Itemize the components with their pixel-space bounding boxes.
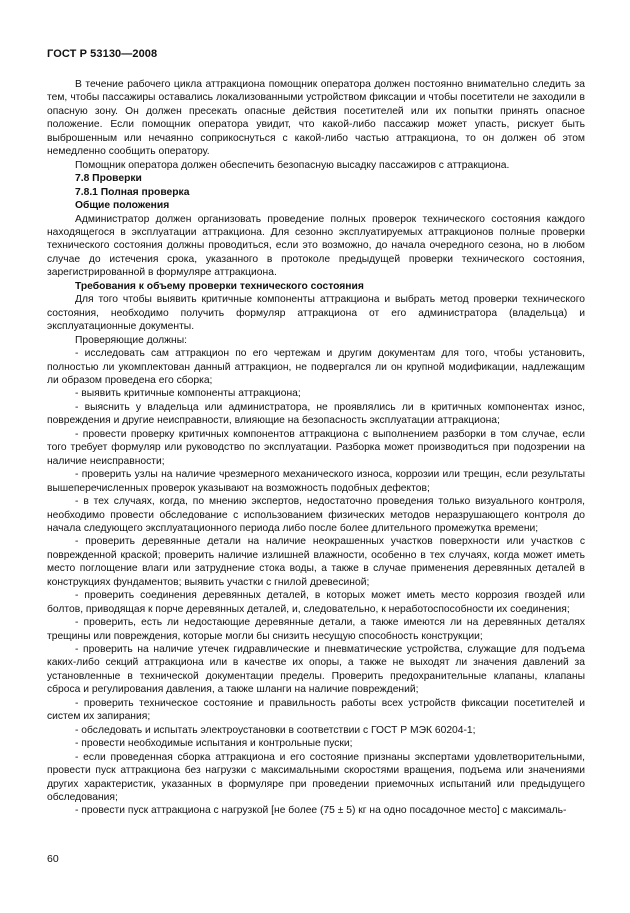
subheading: Общие положения: [75, 200, 170, 212]
paragraph: Для того чтобы выявить критичные компоненты аттракциона и выбрать метод проверки технического состояния, необходимо получить формуляр аттракциона от его администратора (владельца) и эксплуатационные документы.: [47, 294, 585, 333]
list-item: - в тех случаях, когда, по мнению экспертов, недостаточно проведения только визуального контроля, необходимо провести обследование с использованием физических методов неразрушающего контроля до начала следующего эксплуатационного периода либо после более длительного промежутка времени;: [47, 496, 585, 534]
list-item: - проверить, есть ли недостающие деревянные детали, а также имеются ли на деревянных деталях трещины или повреждения, которые могли бы снизить несущую способность конструкции;: [47, 617, 585, 642]
list-item: - проверить узлы на наличие чрезмерного механического износа, коррозии или трещин, если результаты вышеперечисленных проверок указывают на возможность подобных дефектов;: [47, 469, 585, 494]
subheading: Требования к объему проверки технического состояния: [75, 280, 364, 292]
list-item: - провести необходимые испытания и контрольные пуски;: [75, 738, 353, 750]
list-item: - если проведенная сборка аттракциона и его состояние признаны экспертами удовлетворительными, провести пуск аттракциона без нагрузки с максимальными скоростями вращения, подъема или значениями других характеристик, указанных в формуляре при проведении приемочных испытаний или предыдущего обследования;: [47, 751, 585, 804]
paragraph: Помощник оператора должен обеспечить безопасную высадку пассажиров с аттракциона.: [75, 159, 510, 171]
section-heading: 7.8 Проверки: [75, 173, 142, 185]
page-number: 60: [47, 853, 59, 865]
list-item: - провести проверку критичных компонентов аттракциона с выполнением разборки в том случае, если того требует формуляр или руководство по эксплуатации. Разборка может производиться при подозрении на наличие неисправности;: [47, 428, 585, 467]
paragraph: В течение рабочего цикла аттракциона помощник оператора должен постоянно внимательно следить за тем, чтобы пассажиры оставались локализованными устройством фиксации и чтобы посетители не заходили в опасную зону. Он должен пресекать опасные действия посетителей или их попытки принять опасное положение. Если помощник оператора увидит, что какой-либо пассажир может упасть, рискует быть выброшенным или нечаянно соприкоснуться с какой-либо частью аттракциона, то он должен об этом немедленно сообщить оператору.: [47, 79, 585, 158]
subsection-heading: 7.8.1 Полная проверка: [75, 186, 190, 198]
paragraph: Администратор должен организовать проведение полных проверок технического состояния каждого находящегося в эксплуатации аттракциона. Для сезонно эксплуатируемых аттракционов полные проверки технического состояния должны проводиться, если это возможно, до начала очередного сезона, но в любом случае до истечения срока, указанного в протоколе предыдущей проверки технического состояния, зарегистрированной в формуляре аттракциона.: [47, 213, 585, 279]
standard-header: ГОСТ Р 53130—2008: [47, 48, 158, 60]
list-item: - проверить деревянные детали на наличие неокрашенных участков поверхности или участков с поврежденной краской; проверить наличие излишней влажности, особенно в тех случаях, когда может иметь место поглощение влаги или затруднение стока воды, а также в случае применения деревянных деталей в конструкциях фундаментов; выявить участки с гнилой древесиной;: [47, 536, 585, 588]
list-item: - выяснить у владельца или администратора, не проявлялись ли в критичных компонентах износ, повреждения и другие неисправности, влияющие на безопасность эксплуатации аттракциона;: [47, 401, 585, 427]
body-text: [47, 78, 585, 818]
list-item: - провести пуск аттракциона с нагрузкой [не более (75 ± 5) кг на одно посадочное место] с максималь-: [75, 805, 567, 817]
list-item: - выявить критичные компоненты аттракциона;: [75, 388, 301, 400]
paragraph: Проверяющие должны:: [75, 334, 188, 346]
list-item: - проверить на наличие утечек гидравлические и пневматические устройства, служащие для подъема каких-либо секций аттракциона или в качестве их опоры, а также не выходят ли значения давлений за установленные в технической документации пределы. Проверить предохранительные клапаны, клапаны сброса и регулирования давления, а также шланги на наличие повреждений;: [47, 644, 585, 696]
list-item: - проверить техническое состояние и правильность работы всех устройств фиксации посетителей и систем их запирания;: [47, 697, 585, 723]
list-item: - обследовать и испытать электроустановки в соответствии с ГОСТ Р МЭК 60204-1;: [75, 724, 476, 736]
list-item: - исследовать сам аттракцион по его чертежам и другим документам для того, чтобы установить, полностью ли укомплектован данный аттракцион, не подвергался ли он крупной модификации, надлежащим ли образом проведена его сборка;: [47, 348, 585, 386]
list-item: - проверить соединения деревянных деталей, в которых может иметь место коррозия гвоздей или болтов, приводящая к порче деревянных деталей, и, следовательно, к неработоспособности их соединения;: [47, 590, 585, 615]
